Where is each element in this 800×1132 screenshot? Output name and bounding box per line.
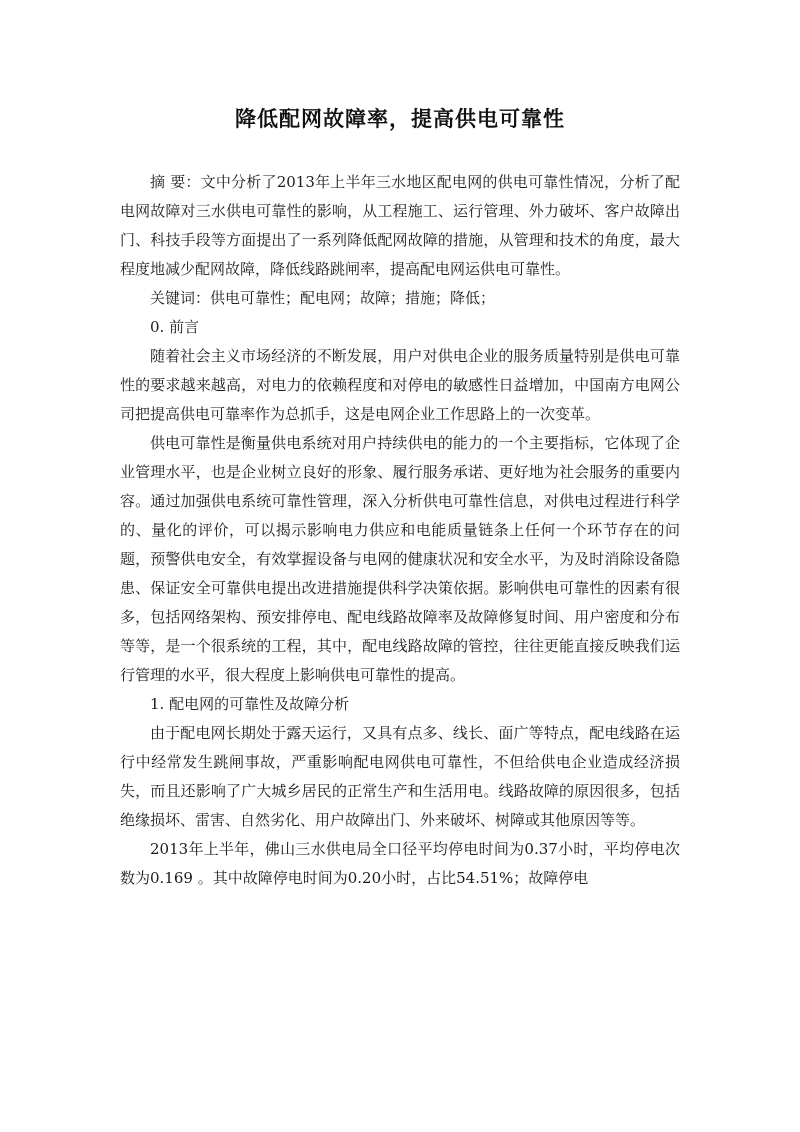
keywords-paragraph: 关键词：供电可靠性；配电网；故障；措施；降低； (150, 289, 496, 307)
body-paragraph: 由于配电网长期处于露天运行，又具有点多、线长、面广等特点，配电线路在运行中经常发生跳闸事故，严重影响配电网供电可靠性，不但给供电企业造成经济损失，而且还影响了广大城乡居民的正常生产和生活用电。线路故障的原因很多，包括绝缘损坏、雷害、自然劣化、用户故障出门、外来破坏、树障或其他原因等等。 (120, 724, 680, 829)
section-heading-preface: 0. 前言 (150, 318, 200, 336)
document-title: 降低配网故障率，提高供电可靠性 (235, 107, 565, 131)
body-paragraph: 2013年上半年，佛山三水供电局全口径平均停电时间为0.37小时，平均停电次数为0.169 。其中故障停电时间为0.20小时，占比54.51%；故障停电 (120, 840, 680, 887)
document-body (120, 168, 680, 893)
abstract-paragraph: 摘 要：文中分析了2013年上半年三水地区配电网的供电可靠性情况，分析了配电网故障对三水供电可靠性的影响，从工程施工、运行管理、外力破坏、客户故障出门、科技手段等方面提出了一系列降低配网故障的措施，从管理和技术的角度，最大程度地减少配网故障，降低线路跳闸率，提高配电网运供电可靠性。 (120, 173, 680, 278)
section-heading-reliability: 1. 配电网的可靠性及故障分析 (150, 695, 350, 713)
body-paragraph: 随着社会主义市场经济的不断发展，用户对供电企业的服务质量特别是供电可靠性的要求越来越高，对电力的依赖程度和对停电的敏感性日益增加，中国南方电网公司把提高供电可靠率作为总抓手，这是电网企业工作思路上的一次变革。 (120, 347, 680, 423)
body-paragraph: 供电可靠性是衡量供电系统对用户持续供电的能力的一个主要指标，它体现了企业管理水平，也是企业树立良好的形象、履行服务承诺、更好地为社会服务的重要内容。通过加强供电系统可靠性管理，深入分析供电可靠性信息，对供电过程进行科学的、量化的评价，可以揭示影响电力供应和电能质量链条上任何一个环节存在的问题，预警供电安全，有效掌握设备与电网的健康状况和安全水平，为及时消除设备隐患、保证安全可靠供电提出改进措施提供科学决策依据。影响供电可靠性的因素有很多，包括网络架构、预安排停电、配电线路故障率及故障修复时间、用户密度和分布等等，是一个很系统的工程，其中，配电线路故障的管控，往往更能直接反映我们运行管理的水平，很大程度上影响供电可靠性的提高。 (120, 434, 680, 684)
